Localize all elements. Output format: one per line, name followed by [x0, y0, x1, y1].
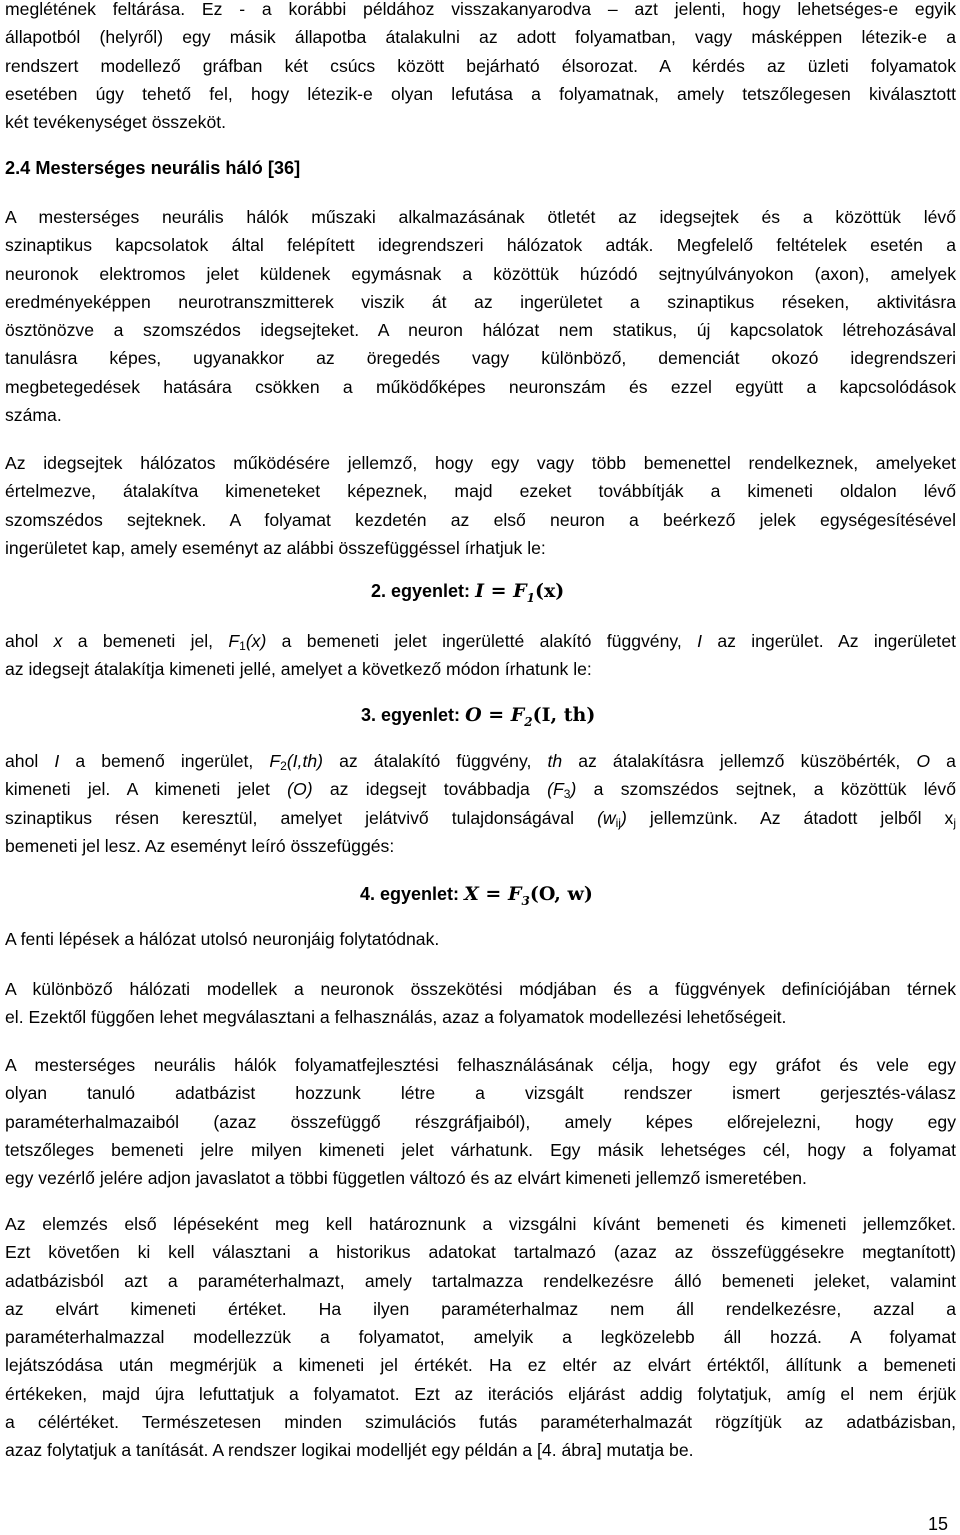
text-line: értelmezve, átalakítva kimeneteket képeznek, majd ezeket továbbítják a kimeneti oldalon lévő	[5, 481, 956, 502]
text-line: esetében úgy tehető fel, hogy létezik-e olyan lefutása a folyamatnak, amely tetszőlegesen kiválasztott	[5, 83, 956, 104]
equation-label: 4. egyenlet:	[360, 884, 460, 904]
text-line: értékeken, majd újra lefuttatjuk a folyamatot. Ezt az iterációs eljárást addig folytatjuk, amíg el nem érjük	[5, 1383, 956, 1404]
text-line: kimeneti jel. A kimeneti jelet (O) az idegsejt továbbadja (F3) a szomszédos sejtnek, a közöttük lévő	[5, 779, 956, 802]
text-line: neuronok elektromos jelet küldenek egymásnak a közöttük húzódó sejtnyúlványokon (axon), amelyek	[5, 263, 956, 284]
paragraph-application-goal	[5, 1051, 956, 1192]
equation-formula: $O = F_2(I$, th)	[465, 704, 596, 729]
text-line: adatbázisból azt a paraméterhalmazt, amely tartalmazza rendelkezésre álló bemeneti jeleket, valamint	[5, 1270, 956, 1291]
text-line: szinaptikus résen keresztül, amelyet jelátvivő tulajdonságával (wij) jellemzünk. Az átadott jelből xj	[5, 807, 956, 830]
text-line: tetszőleges bemeneti jelre milyen kimeneti jelet várhatunk. Egy másik lehetséges cél, hogy a folyamat	[5, 1139, 956, 1160]
text-line: a célértéket. Természetesen minden szimulációs futás paraméterhalmazát rögzítjük az adatbázisban,	[5, 1412, 956, 1433]
text-line: el. Ezektől függően lehet megválasztani a felhasználás, azaz a folyamatok modellezési lehetőségeit.	[5, 1007, 787, 1028]
text-line: olyan tanuló adatbázist hozzunk létre a vizsgált rendszer ismert gerjesztés-válasz	[5, 1083, 956, 1104]
equation-4	[360, 883, 593, 908]
text-line: bemeneti jel lesz. Az eseményt leíró összefüggés:	[5, 835, 395, 856]
text-line: szomszédos sejteknek. A folyamat kezdetén az első neuron a beérkező jelek egységesítésével	[5, 509, 956, 530]
document-page	[5, 0, 956, 1533]
text-line: azaz folytatjuk a tanítását. A rendszer logikai modelljét egy példán a [4. ábra] mutatja be.	[5, 1440, 694, 1461]
text-line: paraméterhalmazaiból (azaz összefüggő részgráfjaiból), amely képes előrejelezni, hogy egy	[5, 1111, 956, 1132]
text-line: lejátszódása után megmérjük a kimeneti jel értékét. Ha ez eltér az elvárt értéktől, állítunk a bemeneti	[5, 1355, 956, 1376]
text-line: megbetegedések hatására csökken a működőképes neuronszám és ezzel együtt a kapcsolódások	[5, 376, 956, 397]
text-line: A mesterséges neurális hálók folyamatfejlesztési felhasználásának célja, hogy egy gráfot és vele egy	[5, 1055, 956, 1075]
text-line: A különböző hálózati modellek a neuronok összekötési módjában és a függvények definíciójában térnek	[5, 979, 956, 999]
equation-label: 3. egyenlet:	[361, 705, 461, 725]
text-line: ahol x a bemeneti jel, F1(x) a bemeneti jelet ingerületté alakító függvény, I az ingerület. Az ingerületet	[5, 631, 956, 653]
paragraph-network-behavior	[5, 449, 956, 562]
text-line: paraméterhalmazzal modellezzük a folyamatot, amelyik a legközelebb áll hozzá. A folyamat	[5, 1327, 956, 1348]
text-line: ösztönözve a szomszédos idegsejteket. A neuron hálózat nem statikus, új kapcsolatok létrehozásával	[5, 320, 956, 341]
text-line: Az elemzés első lépéseként meg kell határoznunk a vizsgálni kívánt bemeneti és kimeneti jellemzőket.	[5, 1214, 956, 1234]
text-line: szinaptikus kapcsolatok által felépített idegrendszeri hálózatok adták. Megfelelő feltételek esetén a	[5, 235, 956, 256]
equation-formula: $I = F_1(x)$	[475, 580, 565, 605]
text-line: Az idegsejtek hálózatos működésére jellemző, hogy egy vagy több bemenettel rendelkeznek, amelyeket	[5, 453, 956, 473]
text-line: állapotból (helyről) egy másik állapotba átalakulni az adott folyamatban, vagy másképpen létezik-e a	[5, 27, 956, 48]
equation-label: 2. egyenlet:	[371, 581, 471, 601]
paragraph-analysis-steps	[5, 1210, 956, 1465]
text-line: ahol I a bemenő ingerület, F2(I,th) az átalakító függvény, th az átalakításra jellemző küszöbérték, O a	[5, 751, 956, 773]
text-line: száma.	[5, 405, 62, 426]
text-line: tanulásra képes, ugyanakkor az öregedés vagy különböző, demenciát okozó idegrendszeri	[5, 348, 956, 369]
text-line: ingerületet kap, amely eseményt az alábbi összefüggéssel írhatjuk le:	[5, 537, 546, 558]
paragraph-eq2-explanation	[5, 627, 956, 684]
text-line: eredményeképpen neurotranszmitterek viszik át az ingerületet a szinaptikus réseken, aktivitásra	[5, 291, 956, 312]
paragraph-continuation	[5, 925, 956, 953]
text-line: egy vezérlő jelére adjon javaslatot a többi független változó és az elvárt kimeneti jellemző ismeretében.	[5, 1168, 807, 1189]
text-line: az idegsejt átalakítja kimeneti jellé, amelyet a következő módon írhatunk le:	[5, 659, 592, 680]
equation-3	[361, 704, 595, 729]
text-line: A mesterséges neurális hálók műszaki alkalmazásának ötletét az idegsejtek és a közöttük lévő	[5, 207, 956, 227]
paragraph-network-models	[5, 975, 956, 1032]
text-line: rendszert modellező gráfban két csúcs között bejárható élsorozat. A kérdés az üzleti folyamatok	[5, 55, 956, 76]
paragraph-neural-intro	[5, 203, 956, 429]
equation-formula: $X = F_3(O$, w)	[464, 883, 593, 908]
equation-2	[371, 580, 564, 605]
page-number: 15	[927, 1514, 948, 1534]
text-line: meglétének feltárása. Ez - a korábbi példához visszakanyarodva – azt jelenti, hogy lehetséges-e egyik	[5, 0, 956, 19]
text-line: Ezt követően ki kell választani a historikus adatokat tartalmazó (azaz az összefüggésekre megtanított)	[5, 1242, 956, 1263]
section-heading: 2.4 Mesterséges neurális háló [36]	[5, 158, 301, 178]
paragraph-intro	[5, 0, 956, 136]
paragraph-eq3-explanation	[5, 747, 956, 860]
text-line: két tevékenységet összeköt.	[5, 112, 227, 133]
text-line: az elvárt kimeneti értéket. Ha ilyen paraméterhalmaz nem áll rendelkezésre, azzal a	[5, 1298, 956, 1319]
text-line: A fenti lépések a hálózat utolsó neuronjáig folytatódnak.	[5, 929, 440, 949]
